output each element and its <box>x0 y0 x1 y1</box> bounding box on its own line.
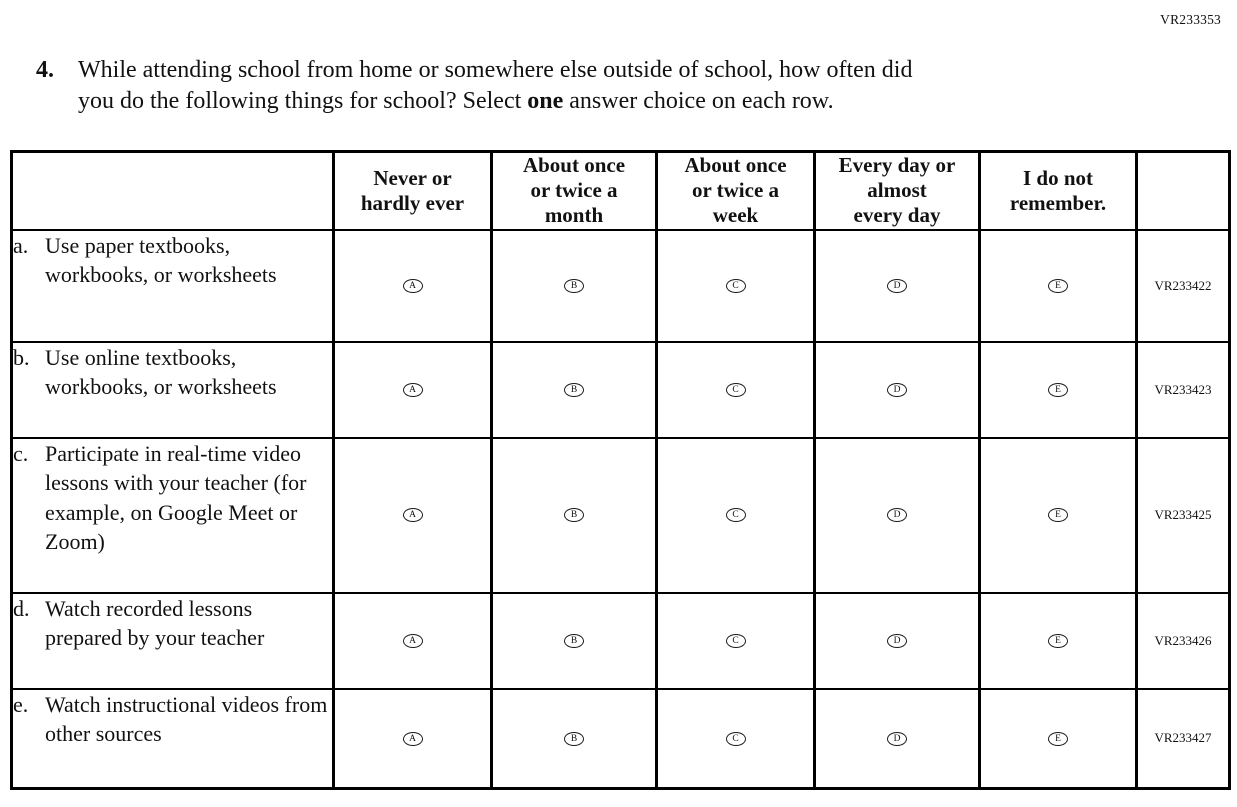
row-c-label-cell <box>12 438 334 593</box>
column-header-once-twice-month: About once or twice a month <box>492 152 657 230</box>
header-code-blank-cell <box>1137 152 1230 230</box>
row-c-code: VR233425 <box>1137 438 1230 593</box>
row-d-label-cell <box>12 593 334 689</box>
row-d-option-E[interactable]: E <box>1048 634 1068 648</box>
row-e-code: VR233427 <box>1137 689 1230 789</box>
column-header-every-day: Every day or almost every day <box>815 152 980 230</box>
question-number: 4. <box>36 57 54 83</box>
row-d-option-B[interactable]: B <box>564 634 584 648</box>
row-e-option-D[interactable]: D <box>887 732 907 746</box>
column-header-never: Never or hardly ever <box>334 152 492 230</box>
row-e-option-B[interactable]: B <box>564 732 584 746</box>
response-grid <box>10 150 1231 790</box>
row-b-label: Use online textbooks, workbooks, or worksheets <box>45 344 277 399</box>
row-c-option-D[interactable]: D <box>887 508 907 522</box>
row-e-option-E[interactable]: E <box>1048 732 1068 746</box>
row-a-letter: a. <box>13 232 29 258</box>
question-line-1: While attending school from home or somewhere else outside of school, how often did <box>78 57 913 83</box>
row-b-option-A[interactable]: A <box>403 383 423 397</box>
header-blank-cell <box>12 152 334 230</box>
row-a-code: VR233422 <box>1137 230 1230 342</box>
row-a-option-C[interactable]: C <box>726 279 746 293</box>
row-b-option-D[interactable]: D <box>887 383 907 397</box>
row-d-code: VR233426 <box>1137 593 1230 689</box>
row-c-option-A[interactable]: A <box>403 508 423 522</box>
row-d-option-A[interactable]: A <box>403 634 423 648</box>
row-a-option-D[interactable]: D <box>887 279 907 293</box>
question-block <box>36 55 912 117</box>
row-a-option-A[interactable]: A <box>403 279 423 293</box>
row-d-label: Watch recorded lessons prepared by your teacher <box>45 595 265 650</box>
row-c-option-C[interactable]: C <box>726 508 746 522</box>
row-b-code: VR233423 <box>1137 342 1230 438</box>
row-b-option-B[interactable]: B <box>564 383 584 397</box>
row-c-option-B[interactable]: B <box>564 508 584 522</box>
row-d-option-C[interactable]: C <box>726 634 746 648</box>
header-row <box>12 152 1230 230</box>
row-c-option-E[interactable]: E <box>1048 508 1068 522</box>
row-b-label-cell <box>12 342 334 438</box>
row-d-option-D[interactable]: D <box>887 634 907 648</box>
question-text <box>78 55 912 117</box>
question-line-2: you do the following things for school? Select one answer choice on each row. <box>78 88 834 114</box>
row-a-option-B[interactable]: B <box>564 279 584 293</box>
row-c-label: Participate in real-time video lessons with your teacher (for example, on Google Meet or Zoom) <box>45 440 307 554</box>
row-e-label-cell <box>12 689 334 789</box>
row-a-label-cell <box>12 230 334 342</box>
column-header-once-twice-week: About once or twice a week <box>657 152 815 230</box>
table-row <box>12 689 1230 789</box>
column-header-do-not-remember: I do not remember. <box>980 152 1137 230</box>
row-e-label: Watch instructional videos from other sources <box>45 691 328 746</box>
row-e-option-C[interactable]: C <box>726 732 746 746</box>
page-code: VR233353 <box>1160 12 1221 27</box>
table-row <box>12 342 1230 438</box>
table-row <box>12 438 1230 593</box>
row-a-label: Use paper textbooks, workbooks, or worksheets <box>45 232 277 287</box>
row-c-letter: c. <box>13 440 29 466</box>
row-b-option-C[interactable]: C <box>726 383 746 397</box>
table-row <box>12 593 1230 689</box>
row-b-option-E[interactable]: E <box>1048 383 1068 397</box>
row-e-option-A[interactable]: A <box>403 732 423 746</box>
table-row <box>12 230 1230 342</box>
row-a-option-E[interactable]: E <box>1048 279 1068 293</box>
row-b-letter: b. <box>13 344 30 370</box>
row-d-letter: d. <box>13 595 30 621</box>
row-e-letter: e. <box>13 691 29 717</box>
